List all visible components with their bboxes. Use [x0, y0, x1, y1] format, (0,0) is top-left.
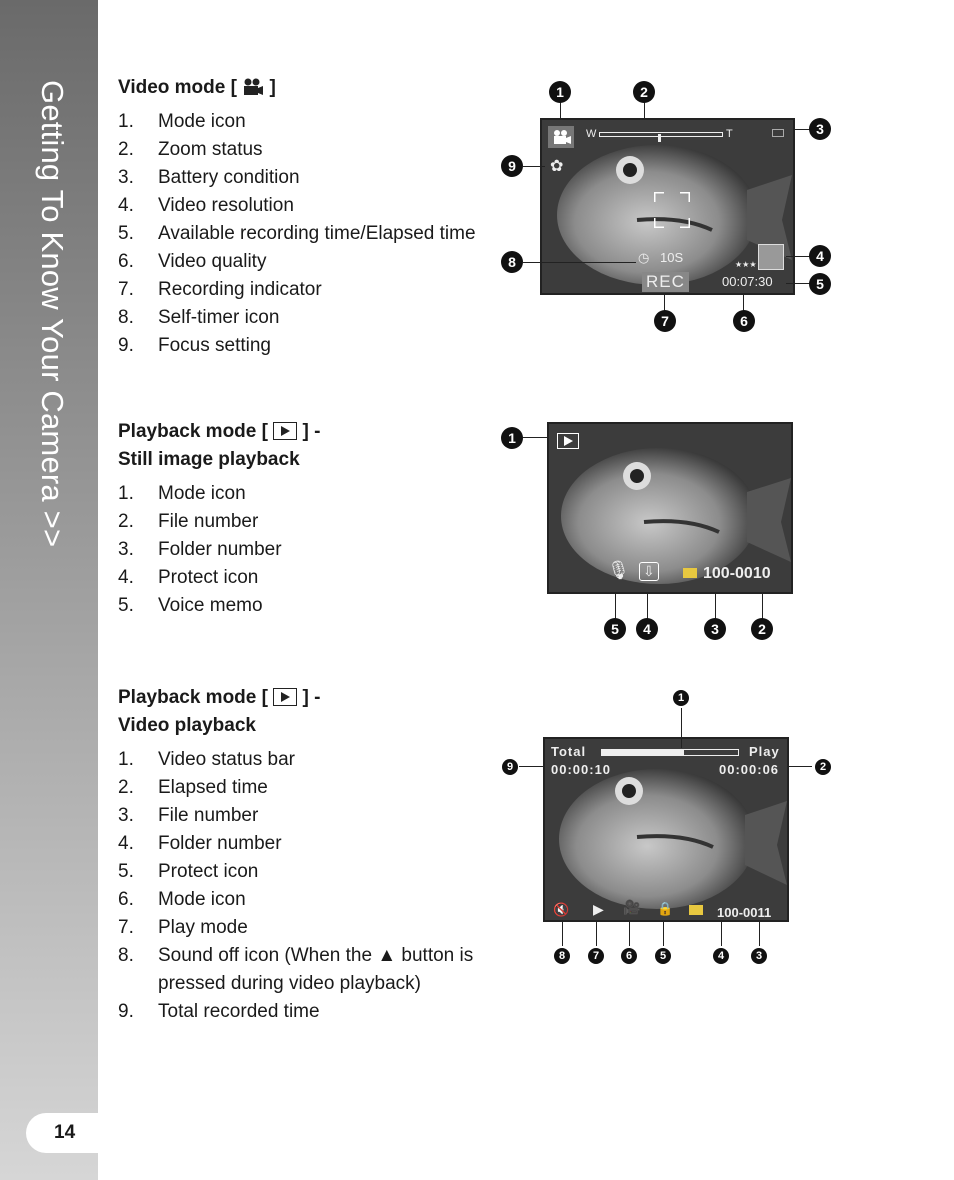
callout-3: 3: [751, 948, 767, 964]
movie-camera-icon: [242, 78, 264, 96]
battery-icon: [772, 129, 784, 137]
movie-camera-icon: [548, 126, 574, 148]
playback-video-screen: [543, 737, 789, 922]
mode-icon: [548, 126, 574, 148]
callout-6: 6: [621, 948, 637, 964]
callout-7: 7: [654, 310, 676, 332]
callout-4: 4: [636, 618, 658, 640]
playback-still-list: [118, 480, 478, 620]
callout-4: 4: [713, 948, 729, 964]
chapter-title: [30, 80, 70, 640]
callout-7: 7: [588, 948, 604, 964]
video-status-bar-fill: [602, 750, 684, 755]
zoom-status-bar: [599, 132, 723, 137]
callout-9: 9: [501, 155, 523, 177]
play-mode-icon: ▶: [593, 901, 604, 917]
page-number-tab: [26, 1113, 98, 1153]
list-item: 5. Voice memo: [118, 595, 263, 616]
list-item: 6. Mode icon: [118, 889, 246, 910]
recording-indicator: REC: [642, 272, 689, 292]
list-item: 4. Video resolution: [118, 195, 294, 216]
list-item: 5. Available recording time/Elapsed time: [118, 223, 476, 244]
callout-9: 9: [502, 759, 518, 775]
list-item: 2. File number: [118, 511, 259, 532]
page-number: 14: [54, 1122, 76, 1143]
list-item: 7. Play mode: [118, 917, 248, 938]
callout-2: 2: [633, 81, 655, 103]
list-item: 3. Folder number: [118, 539, 282, 560]
callout-2: 2: [751, 618, 773, 640]
list-item: 1. Mode icon: [118, 111, 246, 132]
folder-icon: [689, 905, 703, 915]
list-item: 3. File number: [118, 805, 259, 826]
sidebar: [0, 0, 98, 1180]
callout-2: 2: [815, 759, 831, 775]
movie-camera-icon: 🎥: [623, 899, 641, 915]
callout-8: 8: [554, 948, 570, 964]
video-mode-title: Video mode [ ]: [118, 77, 276, 98]
callout-1: 1: [549, 81, 571, 103]
elapsed-time: 00:00:06: [719, 762, 780, 777]
callout-5: 5: [604, 618, 626, 640]
zoom-tele-label: T: [726, 128, 733, 140]
video-resolution-icon: [758, 244, 784, 270]
playback-video-list: [118, 746, 478, 1026]
list-item: 4. Folder number: [118, 833, 282, 854]
list-item: 1. Mode icon: [118, 483, 246, 504]
zoom-status-marker: [658, 134, 661, 142]
list-item: 2. Zoom status: [118, 139, 263, 160]
mode-icon: [557, 433, 579, 449]
play-icon: [273, 688, 297, 706]
list-item: 5. Protect icon: [118, 861, 259, 882]
list-item: 8. Self-timer icon: [118, 307, 280, 328]
focus-frame: [654, 192, 690, 228]
callout-5: 5: [809, 273, 831, 295]
list-item: 6. Video quality: [118, 251, 267, 272]
list-item: 2. Elapsed time: [118, 777, 268, 798]
list-item: 8. Sound off icon (When the ▲ button is pressed during video playback): [118, 945, 474, 994]
playback-video-subtitle: Video playback: [118, 715, 256, 736]
playback-video-section: [118, 684, 478, 1026]
voice-memo-icon: 🎙: [607, 560, 630, 580]
playback-still-title: Playback mode [ ] - Still image playback: [118, 421, 321, 470]
file-number: 100-0010: [703, 565, 771, 582]
playback-still-section: [118, 418, 478, 620]
zoom-wide-label: W: [586, 128, 597, 140]
protect-icon: ⇩: [639, 562, 659, 581]
list-item: 9. Total recorded time: [118, 1001, 320, 1022]
playback-still-screen: [547, 422, 793, 594]
video-quality-stars: ★★★: [735, 260, 757, 269]
video-mode-section: [118, 74, 478, 360]
playback-video-title: Playback mode [ ] - Video playback: [118, 687, 321, 736]
protect-icon: 🔒: [657, 901, 674, 916]
sound-off-icon: 🔇: [553, 902, 570, 917]
self-timer-value: 10S: [660, 250, 684, 265]
callout-8: 8: [501, 251, 523, 273]
recording-time: 00:07:30: [722, 274, 773, 289]
callout-6: 6: [733, 310, 755, 332]
callout-1: 1: [673, 690, 689, 706]
list-item: 4. Protect icon: [118, 567, 259, 588]
list-item: 7. Recording indicator: [118, 279, 322, 300]
total-label: Total: [551, 744, 587, 759]
chapter-title-text: Getting To Know Your Camera >>: [35, 80, 70, 548]
play-icon: [273, 422, 297, 440]
playback-still-subtitle: Still image playback: [118, 449, 300, 470]
folder-icon: [683, 568, 697, 578]
callout-1: 1: [501, 427, 523, 449]
play-label: Play: [749, 744, 780, 759]
list-item: 1. Video status bar: [118, 749, 295, 770]
callout-3: 3: [809, 118, 831, 140]
macro-focus-icon: ✿: [550, 158, 564, 175]
play-icon: [558, 434, 578, 448]
file-number: 100-0011: [717, 905, 772, 920]
callout-3: 3: [704, 618, 726, 640]
list-item: 3. Battery condition: [118, 167, 300, 188]
video-mode-list: [118, 108, 478, 360]
callout-4: 4: [809, 245, 831, 267]
total-recorded-time: 00:00:10: [551, 762, 612, 777]
video-status-bar: [601, 749, 739, 756]
callout-5: 5: [655, 948, 671, 964]
list-item: 9. Focus setting: [118, 335, 271, 356]
self-timer-icon: ◷: [638, 250, 650, 265]
video-mode-screen: [540, 118, 795, 295]
